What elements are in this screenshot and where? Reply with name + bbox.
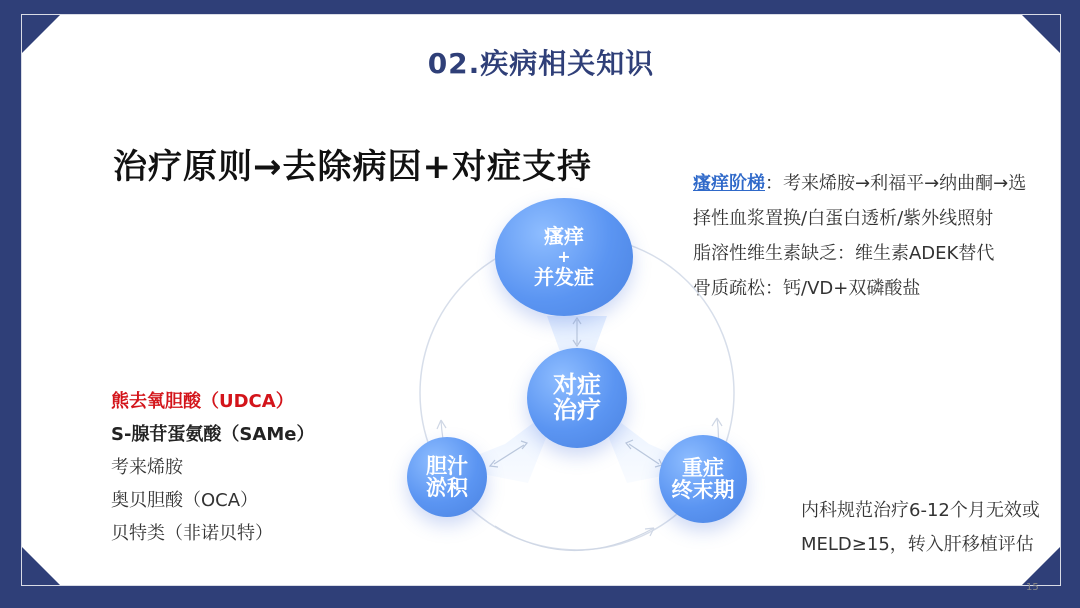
- slide-title: 02.疾病相关知识: [427, 47, 655, 80]
- itch-ladder-link[interactable]: 瘙痒阶梯: [693, 173, 765, 194]
- left-node-line-2: 淤积: [426, 476, 468, 500]
- itch-node-line-3: 并发症: [534, 265, 594, 290]
- bottom-left-corner: [22, 547, 60, 585]
- itch-node-line-1: 瘙痒: [544, 223, 584, 248]
- transplant-line-2: MELD≥15，转入肝移植评估: [801, 534, 1034, 555]
- vitamin-line: 脂溶性维生素缺乏：维生素ADEK替代: [693, 243, 995, 264]
- treatment-diagram: [403, 198, 753, 558]
- itch-ladder-text: ：考来烯胺→利福平→纳曲酮→选: [765, 173, 1027, 194]
- principle-heading: 治疗原则→去除病因+对症支持: [113, 147, 592, 187]
- fibrate-line: 贝特类（非诺贝特）: [111, 523, 273, 544]
- bottom-arc-arrow: [495, 526, 654, 551]
- center-node-line-2: 治疗: [553, 396, 601, 424]
- itch-ladder-line-2: 择性血浆置换/白蛋白透析/紫外线照射: [693, 208, 994, 229]
- page-number: 15: [1026, 582, 1039, 593]
- cholestyramine-line: 考来烯胺: [111, 457, 183, 478]
- left-node-line-1: 胆汁: [426, 453, 468, 478]
- bone-line: 骨质疏松：钙/VD+双磷酸盐: [693, 278, 921, 299]
- itch-node-line-2: +: [557, 246, 571, 266]
- severe-end-stage-node: [659, 435, 747, 523]
- right-node-line-2: 终末期: [671, 478, 735, 502]
- udca-line: 熊去氧胆酸（UDCA）: [111, 391, 294, 412]
- right-node-line-1: 重症: [682, 455, 724, 480]
- left-text-block: [111, 385, 314, 550]
- transplant-line-1: 内科规范治疗6-12个月无效或: [801, 500, 1040, 521]
- itch-ladder-line: [693, 166, 1080, 201]
- itch-complication-node: [495, 198, 633, 316]
- oca-line: 奥贝胆酸（OCA）: [111, 490, 259, 511]
- center-node-line-1: 对症: [553, 370, 601, 399]
- same-line: S-腺苷蛋氨酸（SAMe）: [111, 424, 315, 445]
- cholestasis-node: [407, 437, 487, 517]
- symptomatic-treatment-node: [527, 348, 627, 448]
- slide-panel: [21, 14, 1061, 593]
- bottom-right-text-block: [801, 494, 1040, 562]
